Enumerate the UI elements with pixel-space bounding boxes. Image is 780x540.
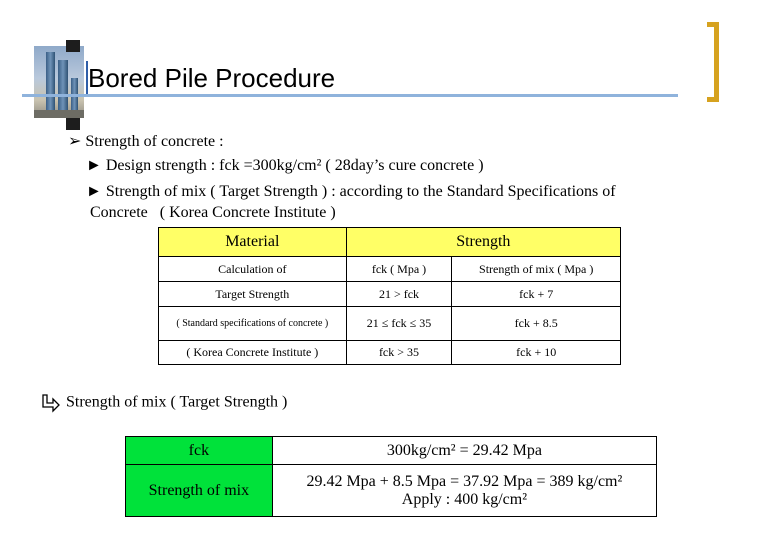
mix-value-cell [272,465,656,517]
table-row [159,307,621,341]
sub-bullet-mix-continuation: Concrete ( Korea Concrete Institute ) [90,204,336,221]
fck-value-cell: 300kg/cm² = 29.42 Mpa [272,437,656,465]
material-cell: ( Korea Concrete Institute ) [159,341,347,365]
title-underline [22,94,678,97]
header-material: Material [159,228,347,257]
fck-cell: fck > 35 [346,341,452,365]
triangle-bullet-icon: ► [86,157,102,174]
sub-bullet-design-strength [86,157,484,175]
material-cell: ( Standard specifications of concrete ) [159,307,347,341]
header-accent-square-bottom [66,118,80,130]
fck-cell: 21 ≤ fck ≤ 35 [346,307,452,341]
corner-bracket-decoration [707,22,719,102]
header-strength: Strength [346,228,620,257]
header-building-photo [34,46,84,118]
material-cell: Target Strength [159,282,347,307]
down-right-arrow-icon [40,393,60,413]
mix-result-table [125,436,657,517]
sub-bullet-text: Design strength : fck =300kg/cm² ( 28day’s cure concrete ) [105,157,484,174]
mix-apply-line: Apply : 400 kg/cm² [401,490,527,508]
table-row [159,257,621,282]
sub-bullet-text: Strength of mix ( Target Strength ) : according to the Standard Specifications of [105,183,616,200]
table-row [159,341,621,365]
mix-cell: Strength of mix ( Mpa ) [452,257,621,282]
fck-label-cell: fck [126,437,273,465]
table-row [126,465,657,517]
page-title: Bored Pile Procedure [88,63,336,93]
mix-cell: fck + 10 [452,341,621,365]
mix-cell: fck + 7 [452,282,621,307]
bullet-strength-of-concrete [68,131,224,151]
mix-label-cell: Strength of mix [126,465,273,517]
mix-cell: fck + 8.5 [452,307,621,341]
bullet-text: Strength of concrete : [85,133,224,150]
strength-table [158,227,621,365]
table-row [126,437,657,465]
mix-value-line: 29.42 Mpa + 8.5 Mpa = 37.92 Mpa = 389 kg/cm² [306,472,623,490]
arrow-bullet-icon: ➢ [68,133,82,150]
sub-bullet-mix-strength [86,183,616,201]
triangle-bullet-icon: ► [86,183,102,200]
mix-section-heading [40,393,287,413]
material-cell: Calculation of [159,257,347,282]
table-row [159,282,621,307]
header-accent-square-top [66,40,80,52]
fck-cell: 21 > fck [346,282,452,307]
fck-cell: fck ( Mpa ) [346,257,452,282]
mix-section-label: Strength of mix ( Target Strength ) [66,393,288,411]
table-header-row [159,228,621,257]
